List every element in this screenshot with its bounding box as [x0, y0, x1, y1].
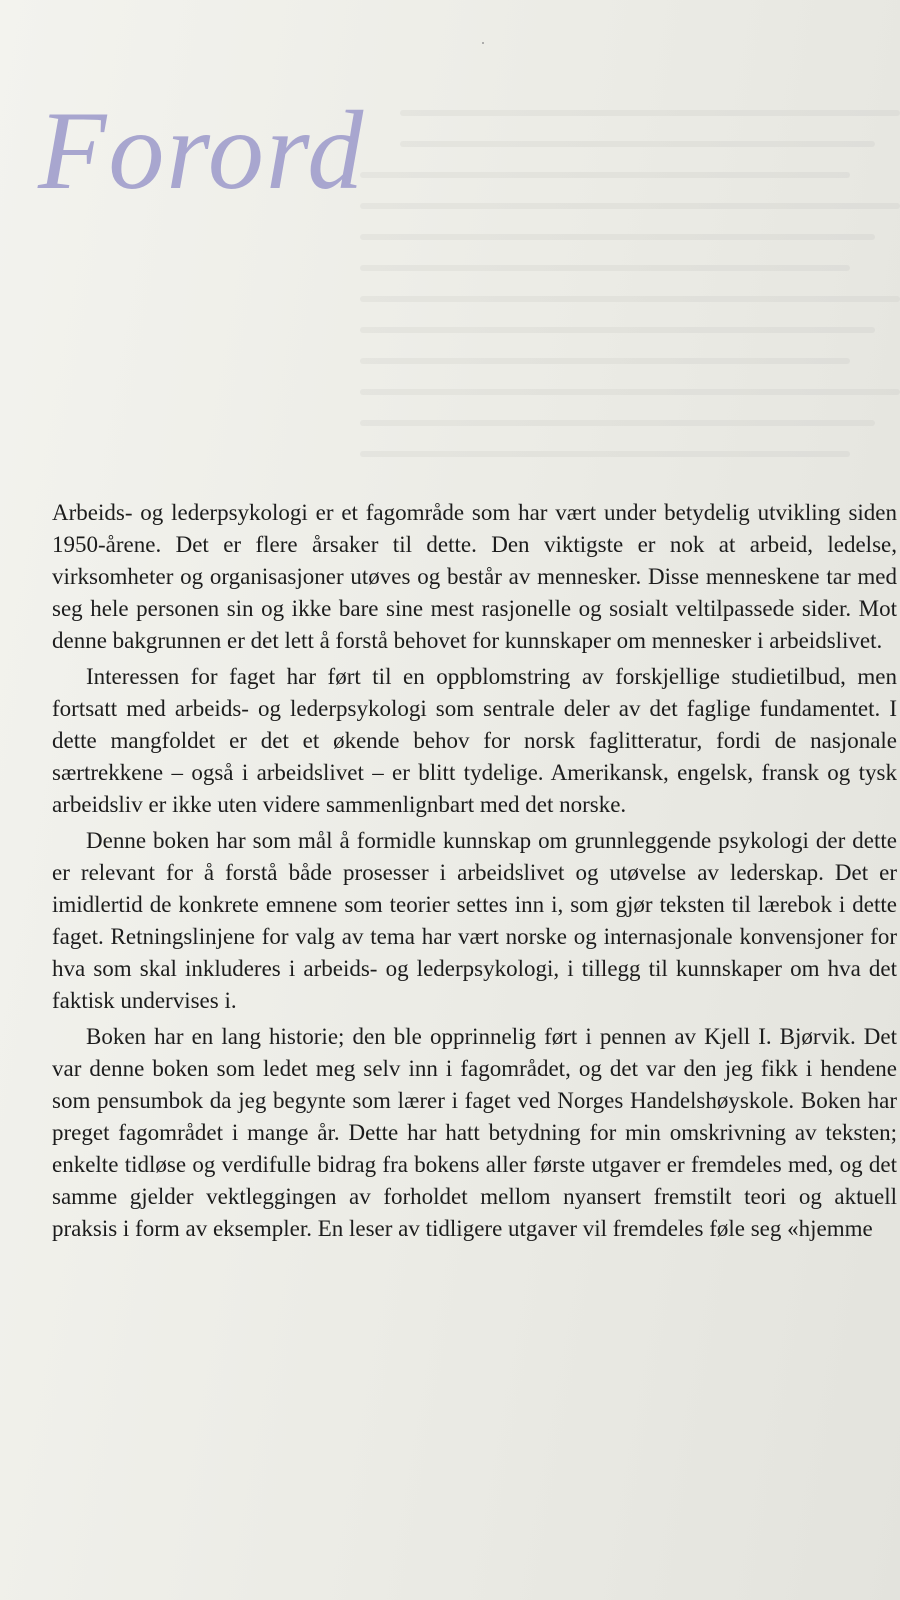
bleed-through-line: [360, 327, 875, 333]
bleed-through-line: [360, 451, 850, 457]
bleed-through-line: [360, 203, 900, 209]
paragraph-1: Arbeids- og lederpsykologi er et fagområde som har vært under betydelig utvikling siden 1950-årene. Det er flere årsaker til dette. Den viktigste er nok at arbeid, ledelse, virksomheter og organisasjoner utøves og består av mennesker. Disse menneskene tar med seg hele personen sin og ikke bare sine mest rasjonelle og sosialt veltilpassede sider. Mot denne bakgrunnen er det lett å forstå behovet for kunnskaper om mennesker i arbeidslivet.: [52, 500, 897, 653]
paragraph-3: Denne boken har som mål å formidle kunnskap om grunnleggende psykologi der dette er relevant for å forstå både prosesser i arbeidslivet og utøvelse av lederskap. Det er imidlertid de konkrete emnene som teorier settes inn i, som gjør teksten til lærebok i dette faget. Retningslinjene for valg av tema har vært norske og internasjonale konvensjoner for hva som skal inkluderes i arbeids- og lederpsykologi, i tillegg til kunnskaper om hva det faktisk undervises i.: [52, 828, 897, 1013]
bleed-through-line: [360, 358, 850, 364]
print-speck: [482, 42, 484, 44]
bleed-through-line: [360, 420, 875, 426]
preface-body: [52, 497, 897, 1249]
bleed-through-line: [360, 296, 900, 302]
bleed-through-line: [400, 141, 875, 147]
bleed-through-line: [360, 234, 875, 240]
bleed-through-line: [360, 172, 850, 178]
paragraph-2: Interessen for faget har ført til en oppblomstring av forskjellige studietilbud, men fortsatt med arbeids- og lederpsykologi som sentrale deler av det faglige fundamentet. I dette mangfoldet er det et økende behov for norsk faglitteratur, fordi de nasjonale særtrekkene – også i arbeidslivet – er blitt tydelige. Amerikansk, engelsk, fransk og tysk arbeidsliv er ikke uten videre sammenlignbart med det norske.: [52, 664, 897, 817]
paragraph-4: Boken har en lang historie; den ble opprinnelig ført i pennen av Kjell I. Bjørvik. Det var denne boken som ledet meg selv inn i fagområdet, og det var den jeg fikk i hendene som pensumbok da jeg begynte som lærer i faget ved Norges Handelshøyskole. Boken har preget fagområdet i mange år. Dette har hatt betydning for min omskrivning av teksten; enkelte tidløse og verdifulle bidrag fra bokens aller første utgaver er fremdeles med, og det samme gjelder vektleggingen av forholdet mellom nyansert fremstilt teori og aktuell praksis i form av eksempler. En leser av tidligere utgaver vil fremdeles føle seg «hjemme: [52, 1024, 897, 1241]
bleed-through-line: [400, 110, 900, 116]
bleed-through-line: [360, 265, 850, 271]
bleed-through-line: [360, 389, 900, 395]
chapter-title: Forord: [38, 89, 366, 213]
